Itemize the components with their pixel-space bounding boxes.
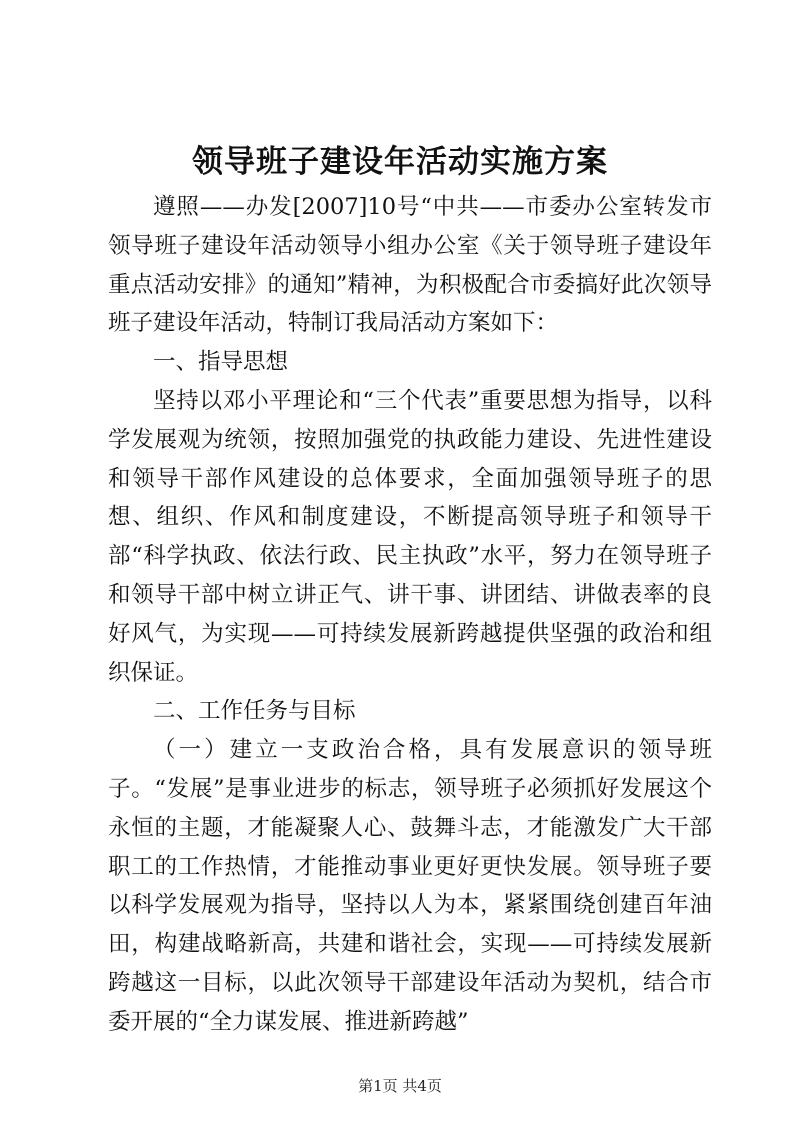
section-heading-tasks-goals: 二、工作任务与目标 [153, 698, 356, 725]
document-body [108, 188, 712, 1042]
page-footer: 第1页 共4页 [358, 1077, 442, 1095]
paragraph-guiding-thought: 坚持以邓小平理论和“三个代表”重要思想为指导，以科学发展观为统领，按照加强党的执政能力建设、先进性建设和领导干部作风建设的总体要求，全面加强领导班子的思想、组织、作风和制度建设，不断提高领导班子和领导干部“科学执政、依法行政、民主执政”水平，努力在领导班子和领导干部中树立讲正气、讲干事、讲团结、讲做表率的良好风气，为实现——可持续发展新跨越提供坚强的政治和组织保证。 [108, 387, 712, 686]
document-title: 领导班子建设年活动实施方案 [192, 144, 608, 180]
paragraph-intro: 遵照——办发[2007]10号“中共——市委办公室转发市领导班子建设年活动领导小组办公室《关于领导班子建设年重点活动安排》的通知”精神，为积极配合市委搞好此次领导班子建设年活动，特制订我局活动方案如下： [108, 194, 712, 337]
section-heading-guiding-thought: 一、指导思想 [153, 349, 289, 376]
paragraph-task-one: （一）建立一支政治合格，具有发展意识的领导班子。“发展”是事业进步的标志，领导班子必须抓好发展这个永恒的主题，才能凝聚人心、鼓舞斗志，才能激发广大干部职工的工作热情，才能推动事业更好更快发展。领导班子要以科学发展观为指导，坚持以人为本，紧紧围绕创建百年油田，构建战略新高，共建和谐社会，实现——可持续发展新跨越这一目标，以此次领导干部建设年活动为契机，结合市委开展的“全力谋发展、推进新跨越” [108, 737, 712, 1035]
